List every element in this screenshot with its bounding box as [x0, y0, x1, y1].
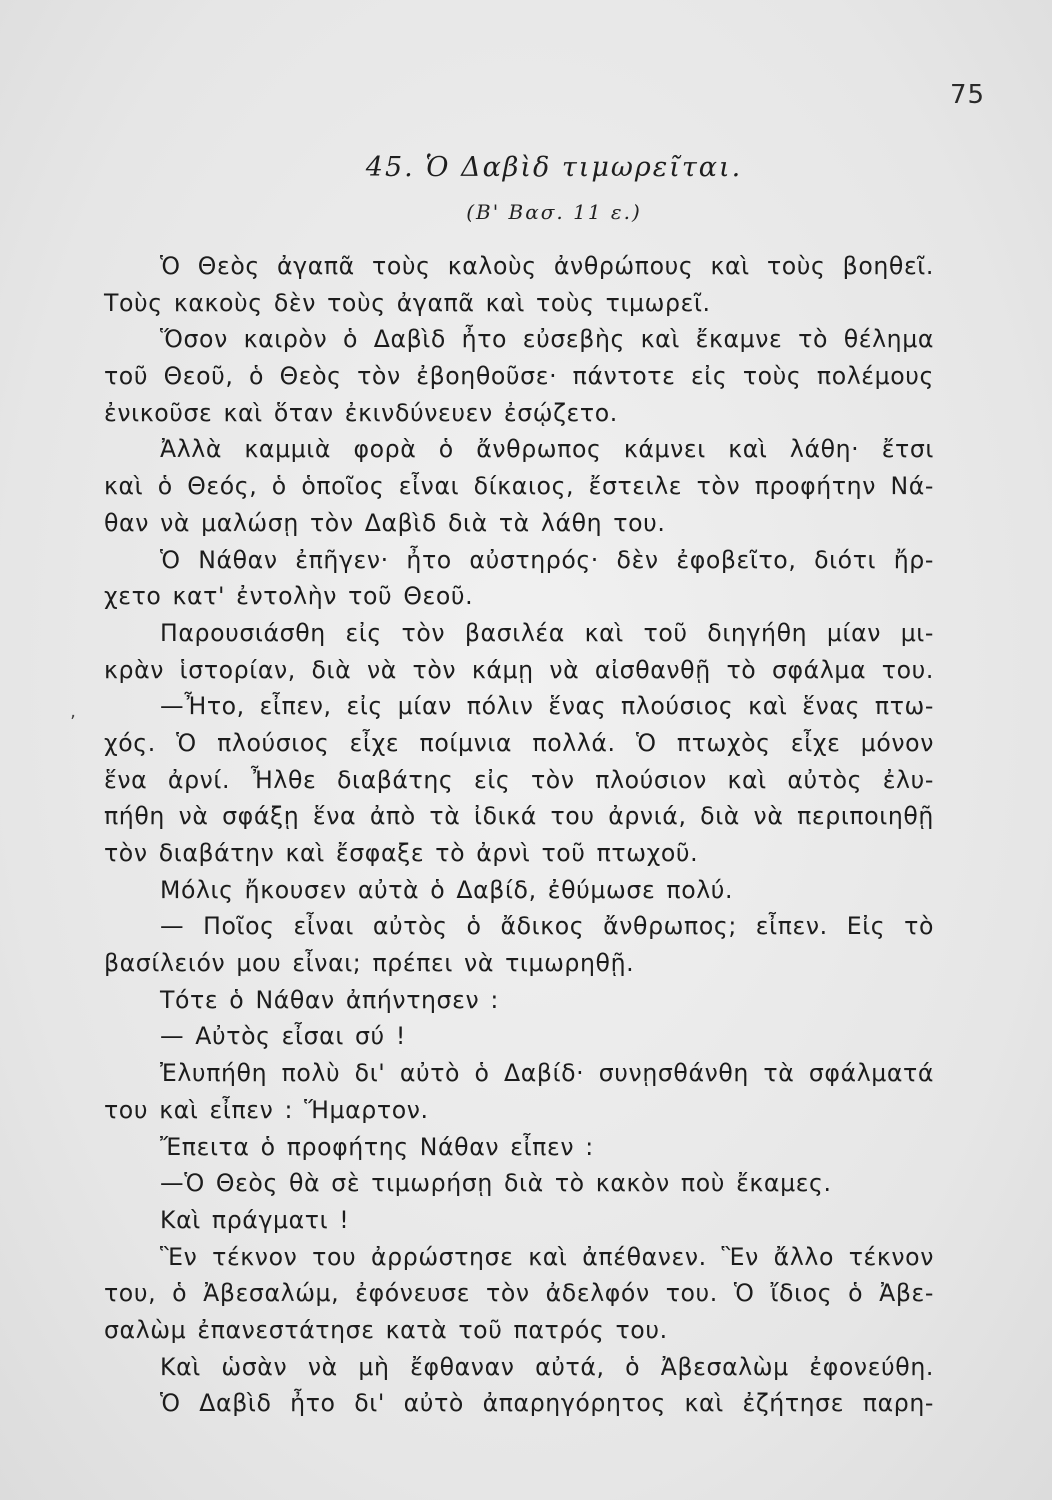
- text-line: θαν νὰ μαλώσῃ τὸν Δαβὶδ διὰ τὰ λάθη του.: [104, 508, 666, 537]
- text-line: Μόλις ἤκουσεν αὐτὰ ὁ Δαβίδ, ἐθύμωσε πολύ.: [160, 875, 734, 904]
- text-line: Παρουσιάσθη εἰς τὸν βασιλέα καὶ τοῦ διηγήθη μίαν μι-: [160, 618, 934, 647]
- text-line: χός. Ὁ πλούσιος εἶχε ποίμνια πολλά. Ὁ πτωχὸς εἶχε μόνον: [104, 728, 934, 757]
- text-line: κρὰν ἱστορίαν, διὰ νὰ τὸν κάμῃ νὰ αἰσθανθῇ τὸ σφάλμα του.: [104, 655, 934, 684]
- text-line: τὸν διαβάτην καὶ ἔσφαξε τὸ ἀρνὶ τοῦ πτωχοῦ.: [104, 839, 699, 867]
- text-line: Ὁ Θεὸς ἀγαπᾶ τοὺς καλοὺς ἀνθρώπους καὶ τοὺς βοηθεῖ.: [160, 252, 934, 280]
- page-number: 75: [950, 80, 986, 110]
- text-line: Ὁ Νάθαν ἐπῆγεν· ἦτο αὐστηρός· δὲν ἐφοβεῖτο, διότι ἤρ-: [160, 545, 934, 574]
- text-line: Τοὺς κακοὺς δὲν τοὺς ἀγαπᾶ καὶ τοὺς τιμωρεῖ.: [104, 288, 711, 317]
- text-line: Ὅσον καιρὸν ὁ Δαβὶδ ἦτο εὐσεβὴς καὶ ἔκαμνε τὸ θέλημα: [160, 325, 934, 354]
- text-line: Ἐλυπήθη πολὺ δι' αὐτὸ ὁ Δαβίδ· συνῃσθάνθη τὰ σφάλματά: [160, 1059, 934, 1088]
- text-line: —Ἦτο, εἶπεν, εἰς μίαν πόλιν ἕνας πλούσιος καὶ ἕνας πτω-: [160, 692, 934, 721]
- text-line: —Ὁ Θεὸς θὰ σὲ τιμωρήσῃ διὰ τὸ κακὸν ποὺ ἔκαμες.: [160, 1169, 832, 1198]
- text-line: Ὁ Δαβὶδ ἦτο δι' αὐτὸ ἀπαρηγόρητος καὶ ἐζήτησε παρη-: [160, 1389, 934, 1418]
- text-line: Τότε ὁ Νάθαν ἀπήντησεν :: [160, 985, 499, 1014]
- chapter-reference: (Β' Βασ. 11 ε.): [466, 200, 642, 224]
- text-line: σαλὼμ ἐπανεστάτησε κατὰ τοῦ πατρός του.: [104, 1315, 668, 1344]
- text-line: του, ὁ Ἀβεσαλώμ, ἐφόνευσε τὸν ἀδελφόν του. Ὁ ἴδιος ὁ Ἀβε-: [104, 1279, 934, 1308]
- text-line: Ἓν τέκνον του ἀρρώστησε καὶ ἀπέθανεν. Ἓν ἄλλο τέκνον: [160, 1242, 934, 1271]
- chapter-title: 45. Ὁ Δαβὶδ τιμωρεῖται.: [365, 152, 743, 183]
- text-line: ἐνικοῦσε καὶ ὅταν ἐκινδύνευεν ἐσῴζετο.: [104, 398, 618, 427]
- text-line: Καὶ πράγματι !: [160, 1205, 350, 1234]
- text-line: Ἔπειτα ὁ προφήτης Νάθαν εἶπεν :: [160, 1132, 594, 1161]
- margin-mark: ʼ: [70, 712, 76, 733]
- text-line: βασίλειόν μου εἶναι; πρέπει νὰ τιμωρηθῇ.: [104, 949, 635, 978]
- text-line: — Ποῖος εἶναι αὐτὸς ὁ ἄδικος ἄνθρωπος; εἶπεν. Εἰς τὸ: [160, 912, 934, 941]
- text-line: καὶ ὁ Θεός, ὁ ὁποῖος εἶναι δίκαιος, ἔστειλε τὸν προφήτην Νά-: [104, 472, 934, 501]
- text-line: ἕνα ἀρνί. Ἦλθε διαβάτης εἰς τὸν πλούσιον καὶ αὐτὸς ἐλυ-: [104, 765, 934, 794]
- text-line: — Αὐτὸς εἶσαι σύ !: [160, 1022, 406, 1051]
- text-line: Ἀλλὰ καμμιὰ φορὰ ὁ ἄνθρωπος κάμνει καὶ λάθη· ἔτσι: [160, 435, 934, 464]
- text-line: χετο κατ' ἐντολὴν τοῦ Θεοῦ.: [104, 582, 474, 611]
- body-text: [104, 248, 934, 1422]
- text-line: πήθη νὰ σφάξῃ ἕνα ἀπὸ τὰ ἰδικά του ἀρνιά, διὰ νὰ περιποιηθῇ: [104, 802, 934, 831]
- text-line: Καὶ ὡσὰν νὰ μὴ ἔφθαναν αὐτά, ὁ Ἀβεσαλὼμ ἐφονεύθη.: [160, 1352, 934, 1381]
- text-line: του καὶ εἶπεν : Ἥμαρτον.: [104, 1095, 429, 1124]
- text-line: τοῦ Θεοῦ, ὁ Θεὸς τὸν ἐβοηθοῦσε· πάντοτε εἰς τοὺς πολέμους: [104, 362, 934, 391]
